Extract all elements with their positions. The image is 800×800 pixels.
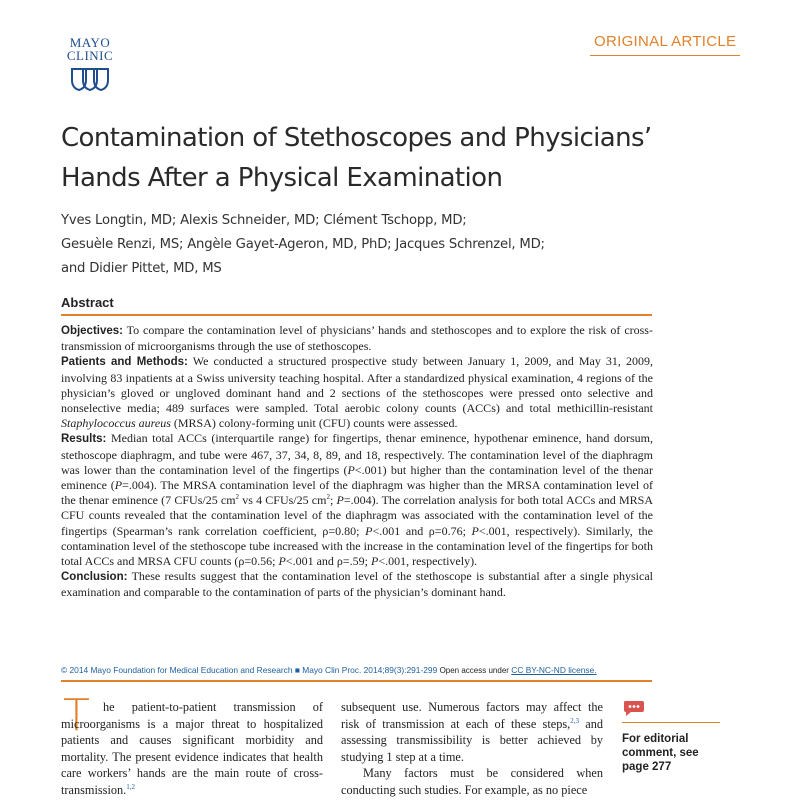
title-line2: Hands After a Physical Examination	[61, 163, 503, 193]
paragraph-text: and assessing transmissibility is better achieved by studying 1 step at a time.	[341, 716, 603, 764]
side-note-rule	[622, 722, 720, 723]
note-line2: comment, see	[622, 747, 699, 759]
results-text: =.004). The MRSA contamination level of the diaphragm was higher than the MRSA contamination level of the thenar eminence (7 CFUs/25 cm	[61, 478, 653, 508]
p-symbol: P	[114, 478, 123, 493]
section-rule	[590, 55, 740, 56]
p-symbol: P	[336, 493, 344, 508]
abstract-objectives	[61, 323, 653, 354]
results-text: =.004). The correlation analysis for both total ACCs and MRSA CFU counts revealed that the contamination level of the diaphragm was associated with the contamination level of the fingertips (Spearman’s rank correlation coefficient, ρ=0.80;	[61, 493, 654, 538]
mayo-shields-icon	[69, 66, 111, 92]
abstract-methods	[61, 354, 653, 431]
editorial-comment-note[interactable]	[622, 732, 732, 774]
objectives-label: Objectives:	[61, 325, 123, 337]
results-text: <.001 and ρ=.59;	[285, 554, 371, 569]
logo-text-line1: MAYO	[69, 35, 111, 50]
authors-line3: and Didier Pittet, MD, MS	[61, 261, 222, 276]
title-line1: Contamination of Stethoscopes and Physicians’	[61, 123, 652, 153]
authors-line2: Gesuèle Renzi, MS; Angèle Gayet-Ageron, MD, PhD; Jacques Schrenzel, MD;	[61, 237, 545, 252]
methods-species: Staphylococcus aureus	[61, 416, 171, 431]
abstract-heading: Abstract	[61, 295, 114, 310]
copyright-rule	[61, 680, 652, 682]
methods-label: Patients and Methods:	[61, 356, 188, 369]
reference-link[interactable]: 1,2	[126, 782, 135, 791]
p-symbol: P	[471, 523, 479, 538]
superscript: 2	[326, 493, 330, 502]
body-column-2	[341, 699, 603, 798]
drop-cap: T	[63, 690, 90, 741]
copyright-line	[61, 665, 661, 675]
reference-link[interactable]: 2,3	[570, 716, 579, 725]
copyright-text: © 2014 Mayo Foundation for Medical Education and Research ■ Mayo Clin Proc. 2014;89(3):291-299	[61, 665, 438, 675]
article-title	[61, 118, 701, 198]
results-text: <.001 and ρ=0.76;	[372, 523, 472, 538]
results-text: Median total ACCs (interquartile range) for fingertips, thenar eminence, hypothenar eminence, hand dorsum, stethoscope diaphragm, and tube were 467, 37, 34, 8, 89, and 18, respectively. The contamination level of the diaphragm was lower than the contamination level of the fingertips (	[61, 431, 653, 477]
paragraph-text: subsequent use. Numerous factors may affect the risk of transmission at each of these steps,	[341, 700, 603, 731]
results-text: <.001) but higher than the contamination level of the thenar eminence (	[61, 462, 654, 493]
results-text: <.001, respectively). Similarly, the contamination level of the stethoscope tube increased with the increase in the contamination level of the fingertips for both total ACCs and MRSA CFU counts (ρ=0.56;	[61, 523, 653, 569]
conclusion-text: These results suggest that the contamination level of the stethoscope is substantial after a single physical examination and comparable to the contamination of parts of the physician’s dominant hand.	[61, 569, 653, 600]
note-line1: For editorial	[622, 733, 689, 745]
mayo-clinic-logo	[62, 36, 118, 92]
p-symbol: P	[365, 523, 373, 538]
section-label: ORIGINAL ARTICLE	[594, 33, 737, 50]
methods-text: We conducted a structured prospective study between January 1, 2009, and May 31, 2009, involving 83 inpatients at a Swiss university teaching hospital. After a standardized physical examination, 4 regions of the physician’s gloved or ungloved dominant hand and 2 sections of the stethoscopes were pressed onto selective and nonselective media; 489 surfaces were sampled. Total aerobic colony counts (ACCs) and total methicillin-resistant	[61, 354, 653, 416]
paragraph	[341, 699, 603, 765]
authors-line1: Yves Longtin, MD; Alexis Schneider, MD; Clément Tschopp, MD;	[61, 213, 467, 228]
paragraph-text: Many factors must be considered when conducting such studies. For example, as no piece	[341, 766, 603, 797]
editorial-comment-icon	[622, 700, 646, 718]
paragraph	[61, 699, 323, 798]
paragraph-text: he patient-to-patient transmission of microorganisms is a major threat to hospitalized patients and causes significant morbidity and mortality. The present evidence indicates that health care workers’ hands are the main route of cross-transmission.	[61, 700, 323, 797]
body-column-1	[61, 699, 323, 798]
author-list	[61, 209, 721, 281]
results-text: <.001, respectively).	[378, 554, 478, 569]
objectives-text: To compare the contamination level of physicians’ hands and stethoscopes and to explore the risk of cross-transmission of microorganisms through the use of stethoscopes.	[61, 323, 653, 354]
note-line3: page 277	[622, 761, 672, 773]
logo-text-line2: CLINIC	[66, 48, 114, 63]
results-label: Results:	[61, 433, 107, 446]
results-text: ;	[329, 493, 337, 508]
abstract-conclusion	[61, 569, 653, 600]
abstract-results	[61, 431, 653, 569]
p-symbol: P	[278, 554, 286, 569]
p-symbol: P	[370, 554, 379, 569]
paragraph	[341, 765, 603, 798]
superscript: 2	[235, 493, 240, 502]
abstract-body	[61, 323, 653, 601]
results-text: vs 4 CFUs/25 cm	[239, 493, 327, 508]
p-symbol: P	[347, 462, 355, 477]
methods-text-end: (MRSA) colony-forming unit (CFU) counts were assessed.	[173, 416, 458, 431]
license-link[interactable]: CC BY-NC-ND license.	[511, 665, 597, 675]
conclusion-label: Conclusion:	[61, 571, 128, 584]
abstract-rule	[61, 314, 652, 316]
open-access-text: Open access under	[439, 666, 509, 675]
